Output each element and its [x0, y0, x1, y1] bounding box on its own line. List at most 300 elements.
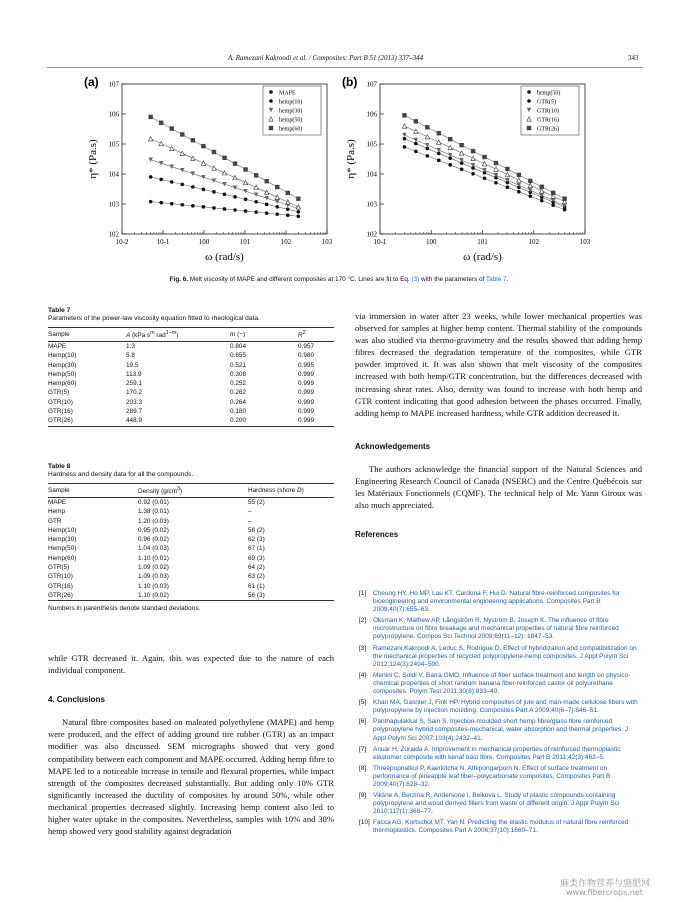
table-header: Hardness (shore D): [248, 484, 334, 498]
table-cell: 62 (3): [248, 536, 265, 544]
table-cell: GTR: [48, 517, 62, 525]
data-point: [482, 168, 486, 172]
data-point: [180, 151, 184, 155]
table-cell: GTR(16): [48, 408, 73, 416]
table-cell: Hemp(10): [48, 526, 77, 534]
data-point: [448, 137, 452, 141]
table-cell: 0.999: [298, 370, 314, 378]
data-point: [448, 163, 452, 167]
data-point: [170, 164, 174, 168]
data-point: [414, 138, 418, 142]
table-cell: GTR(16): [48, 582, 73, 590]
data-point: [528, 183, 532, 187]
data-point: [201, 175, 205, 179]
table-cell: Hemp(30): [48, 361, 77, 369]
table-cell: 0.92 (0.01): [138, 499, 169, 506]
x-tick-label: 102: [280, 238, 292, 246]
table-cell: GTR(10): [48, 573, 73, 581]
data-point: [222, 171, 226, 175]
table-cell: 1.04 (0.03): [138, 545, 169, 553]
data-point: [563, 208, 567, 212]
data-point: [191, 185, 195, 189]
table-cell: 1.09 (0.03): [138, 573, 169, 581]
data-point: [426, 154, 430, 158]
data-point: [159, 201, 163, 205]
reference-list: [359, 590, 642, 839]
table-cell: 113.9: [126, 370, 142, 378]
data-point: [275, 205, 279, 209]
data-point: [254, 173, 258, 177]
data-point: [159, 141, 163, 145]
page-number: 343: [628, 54, 639, 62]
table-header: Density $(g/cm^3)$: [138, 484, 248, 498]
table-cell: 170.2: [126, 389, 142, 397]
data-point: [159, 178, 163, 182]
header-rule: [47, 67, 643, 68]
legend-label: MAPE: [279, 90, 296, 97]
table-row: [48, 498, 334, 508]
reference-item[interactable]: [359, 765, 642, 789]
table-cell: 0.999: [298, 380, 314, 388]
table-row: [48, 582, 334, 591]
data-point: [191, 138, 195, 142]
reference-number: [4]: [359, 671, 367, 679]
reference-text[interactable]: Vikšne A, Berzina R, Andersone I, Belkova L. Study of plastic compounds containing polypropylene and wood derived fillers from waste of different origin. J Appl Polym Sci 2010;117(1):368–77.: [373, 792, 620, 816]
data-point: [517, 173, 521, 177]
table-cell: 61 (1): [248, 582, 265, 590]
data-point: [233, 195, 237, 199]
data-point: [494, 181, 498, 185]
table-cell: 0.999: [298, 416, 334, 426]
data-point: [222, 156, 226, 160]
table-cell: 63 (2): [248, 573, 265, 581]
equation-link[interactable]: (3): [411, 276, 420, 283]
table-cell: 0.980: [298, 352, 314, 360]
table-cell: 0.95 (0.02): [138, 526, 169, 534]
data-point: [201, 161, 205, 165]
paragraph: Natural fibre composites based on maleated polyethylene (MAPE) and hemp were produced, and the effect of adding ground tire rubber (GTR) as an impact modifier was also discussed. SEM micrographs showed that very good compatibility between each component and MAPE occurred. Adding hemp fibre to MAPE led to a noticeable increase in tensile and flexural properties, while impact strength of the composites decreased substantially. But adding only 10% GTR significantly increased the ductility of composites by around 50%, while other mechanical properties decreased slightly. Increasing hemp content also led to higher water uptake in the composites. Nevertheless, samples with 10% and 30% hemp showed very good stability against degradation: [48, 717, 334, 837]
data-point: [562, 197, 566, 201]
table-8-label: Table 8: [48, 463, 71, 470]
data-point: [244, 198, 248, 202]
legend-label: hemp(10): [279, 99, 303, 106]
y-tick-label: 105: [366, 140, 377, 149]
data-point: [269, 126, 273, 130]
data-point: [212, 190, 216, 194]
data-point: [414, 150, 418, 154]
table-cell: 0.957: [298, 343, 314, 350]
data-point: [403, 145, 407, 149]
data-point: [264, 179, 268, 183]
table-cell: 0.804: [230, 343, 246, 350]
left-column-text: [48, 652, 334, 837]
table-row: [48, 407, 334, 416]
table-row: [48, 544, 334, 553]
paragraph: while GTR decreased it. Again, this was expected due to the nature of each individual component.: [48, 653, 334, 676]
table-cell: 1.3: [126, 343, 135, 350]
data-point: [448, 153, 452, 157]
y-tick-label: 103: [366, 200, 377, 209]
table-row: [48, 416, 334, 426]
data-point: [494, 161, 498, 165]
data-point: [170, 146, 174, 150]
reference-number: [7]: [359, 745, 367, 753]
table-cell: 0.96 (0.02): [138, 536, 169, 544]
table-cell: 289.7: [126, 408, 142, 416]
panel-label: (a): [84, 75, 99, 89]
data-point: [191, 156, 195, 160]
table-cell: 5.8: [126, 352, 135, 360]
table-8-grid: [48, 483, 334, 601]
reference-number: [8]: [359, 764, 367, 772]
data-point: [170, 126, 174, 130]
reference-number: [2]: [359, 617, 367, 625]
data-point: [265, 211, 269, 215]
table-row: [48, 342, 334, 352]
table-cell: GTR(26): [48, 591, 138, 601]
data-point: [505, 167, 509, 171]
table-row: [48, 370, 334, 379]
data-point: [425, 143, 429, 147]
paragraph: The authors acknowledge the financial support of the Natural Sciences and Engineering Research Council of Canada (NSERC) and the Centre Québécois sur les Matériaux Fonctionnels (CQMF). The technical help of Mr. Yann Giroux was also much appreciated.: [355, 463, 642, 511]
data-point: [222, 182, 226, 186]
data-point: [482, 162, 486, 166]
references-heading: References: [355, 530, 399, 540]
data-point: [528, 194, 532, 198]
data-point: [223, 207, 227, 211]
table-row: [48, 398, 334, 407]
data-point: [254, 185, 258, 189]
legend-label: GTR(10): [537, 108, 559, 115]
table-cell: 0.180: [230, 408, 246, 416]
y-tick-label: 107: [108, 80, 119, 89]
data-point: [551, 191, 555, 195]
data-point: [170, 202, 174, 206]
legend-label: hemp(30): [279, 108, 303, 115]
right-column-text: [355, 310, 642, 541]
data-point: [170, 180, 174, 184]
reference-item[interactable]: [359, 645, 642, 669]
y-tick-label: 104: [366, 170, 377, 179]
table-header: m (−): [230, 328, 298, 342]
table-row: [48, 361, 334, 370]
table-cell: Hemp(10): [48, 352, 77, 360]
data-point: [471, 149, 475, 153]
table-row: [48, 351, 334, 360]
y-tick-label: 106: [366, 110, 377, 119]
data-point: [517, 190, 521, 194]
data-point: [494, 167, 498, 171]
y-tick-label: 102: [366, 230, 377, 239]
table-header: Sample: [48, 328, 126, 342]
data-point: [212, 178, 216, 182]
table-cell: Hemp(50): [48, 545, 77, 553]
table-row: [48, 517, 334, 526]
x-tick-label: 10-1: [156, 238, 170, 246]
table-cell: 19.5: [126, 361, 139, 369]
data-point: [425, 135, 429, 139]
data-point: [448, 145, 452, 149]
table-cell: 56 (3): [248, 591, 334, 601]
reference-text[interactable]: Merlini C, Soldi V, Barra GMO. Influence of fiber surface treatment and length on physico-chemical properties of short random banana fiber-reinforced castor oil polyurethane composites. Polym Test 2011;30(8):833–40.: [373, 671, 631, 696]
data-point: [527, 90, 531, 94]
table-cell: 1.10 (0.01): [138, 554, 169, 562]
table-cell: MAPE: [48, 343, 67, 350]
data-point: [243, 180, 247, 184]
y-axis-label: η* (Pa.s): [345, 139, 357, 179]
table-cell: GTR(5): [48, 389, 70, 397]
data-point: [264, 196, 268, 200]
data-point: [403, 137, 407, 141]
table-7-label: Table 7: [48, 307, 71, 314]
table-cell: Hemp: [48, 508, 66, 516]
table-cell: –: [248, 517, 252, 525]
data-point: [180, 132, 184, 136]
table-cell: GTR(10): [48, 398, 73, 406]
table-cell: 0.264: [230, 398, 246, 406]
table-cell: 1.38 (0.01): [138, 508, 169, 516]
table-cell: Hemp(60): [48, 380, 77, 388]
data-point: [471, 172, 475, 176]
data-point: [275, 185, 279, 189]
table-header: $R^2$: [298, 328, 334, 342]
table-header: Sample: [48, 484, 138, 498]
data-point: [459, 158, 463, 162]
x-axis-label: ω (rad/s): [205, 251, 244, 263]
watermark-url: www.fibercrops.net: [566, 888, 643, 897]
reference-text[interactable]: Cheung HY, Ho MP, Lau KT, Cardona F, Hui D. Natural fibre-reinforced composites for bioengineering and environmental engineering applications. Composites Part B 2009;40(7):655–63.: [373, 590, 620, 614]
table-8-title: Hardness and density data for all the compounds.: [48, 471, 194, 478]
data-point: [275, 195, 279, 199]
table-7-grid: [48, 327, 334, 427]
table-cell: 203.3: [126, 398, 142, 406]
table-cell: 1.10 (0.02): [138, 591, 248, 601]
data-point: [414, 142, 418, 146]
y-tick-label: 103: [108, 200, 119, 209]
data-point: [540, 185, 544, 189]
x-tick-label: 100: [198, 238, 210, 246]
table-row: [48, 507, 334, 516]
data-point: [551, 203, 555, 207]
data-point: [233, 185, 237, 189]
reference-item[interactable]: [359, 672, 642, 696]
legend-label: hemp(50): [279, 117, 303, 124]
data-point: [148, 157, 152, 161]
data-point: [459, 143, 463, 147]
table-row: [48, 379, 334, 388]
data-point: [517, 178, 521, 182]
reference-text[interactable]: Anuar H, Zuraida A. Improvement in mechanical properties of reinforced thermoplastic elastomer composite with kenaf bast fibre. Composites Part B 2011;42(3):462–5.: [373, 745, 621, 761]
data-point: [244, 209, 248, 213]
figure-caption: Fig. 6. Melt viscosity of MAPE and different composites at 170 °C. Lines are fit to Eq. (3) with the parameters of Table 7.: [169, 276, 509, 283]
reference-number: [10]: [359, 819, 370, 827]
data-point: [202, 205, 206, 209]
reference-text[interactable]: Facca AG, Kortschot MT, Yan N. Predicting the elastic modulus of natural fibre reinforced thermoplastics. Composites Part A 2006;37(10):1660–71.: [373, 819, 629, 835]
data-point: [471, 156, 475, 160]
reference-item[interactable]: [359, 617, 642, 641]
paragraph: via immersion in water after 23 weeks, while lower mechanical properties was observed for samples at higher hemp content. Thermal stability of the compounds was also studied via thermo-gravimetry and the results showed that adding hemp fibres decreased the degradation temperature of the composites, while GTR powder improved it. It was also shown that melt viscosity of the composites increased with both hemp/GTR concentration, but the differences decreased with increasing shear rates. Also, density was found to increase with both hemp and GTR content indicating that good adhesion between the phases occurred. Finally, adding hemp to MAPE increased hardness, while GTR addition decreased it.: [355, 311, 642, 418]
reference-item[interactable]: [359, 699, 642, 715]
reference-item[interactable]: [359, 718, 642, 742]
table-cell: 0.252: [230, 380, 246, 388]
data-point: [181, 203, 185, 207]
data-point: [459, 151, 463, 155]
reference-item[interactable]: [359, 819, 642, 835]
table-row: [48, 526, 334, 535]
reference-item[interactable]: [359, 590, 642, 614]
table-row: [48, 388, 334, 397]
table-cell: 259.1: [126, 380, 142, 388]
data-point: [528, 179, 532, 183]
watermark-text: 麻类作物营养与施肥网: [560, 879, 651, 889]
x-tick-label: 10-2: [115, 238, 129, 246]
legend-label: GTR(16): [537, 117, 559, 124]
data-point: [191, 171, 195, 175]
data-point: [180, 168, 184, 172]
table-7-title: Parameters of the power-law viscosity equation fitted to rheological data.: [48, 315, 260, 322]
data-point: [527, 126, 531, 130]
data-point: [296, 197, 300, 201]
table-cell: Hemp(50): [48, 370, 77, 378]
reference-item[interactable]: [359, 792, 642, 816]
data-point: [181, 183, 185, 187]
data-point: [148, 137, 152, 141]
data-point: [233, 208, 237, 212]
table-7-link[interactable]: Table 7: [485, 276, 507, 283]
data-point: [414, 119, 418, 123]
table-cell: 69 (3): [248, 554, 265, 562]
data-point: [286, 191, 290, 195]
data-point: [286, 207, 290, 211]
data-point: [402, 124, 406, 128]
data-point: [269, 90, 273, 94]
data-point: [506, 185, 510, 189]
table-cell: 0.999: [298, 408, 314, 416]
table-cell: 0.262: [230, 389, 246, 397]
table-cell: GTR(5): [48, 564, 70, 572]
table-cell: 67 (1): [248, 545, 265, 553]
reference-number: [9]: [359, 792, 367, 800]
y-tick-label: 105: [108, 140, 119, 149]
data-point: [264, 190, 268, 194]
data-point: [202, 188, 206, 192]
table-cell: 1.09 (0.02): [138, 564, 169, 572]
reference-item[interactable]: [359, 746, 642, 762]
data-point: [275, 199, 279, 203]
data-point: [471, 163, 475, 167]
data-point: [402, 113, 406, 117]
x-axis-label: ω (rad/s): [463, 251, 502, 263]
data-point: [286, 213, 290, 217]
table-7: [48, 307, 334, 427]
data-point: [483, 176, 487, 180]
y-tick-label: 107: [366, 80, 377, 89]
data-point: [201, 144, 205, 148]
data-point: [437, 148, 441, 152]
data-point: [460, 168, 464, 172]
data-point: [233, 175, 237, 179]
table-row: [48, 591, 334, 601]
reference-text[interactable]: Panthapulakkal S, Sain S. Injection-moulded short hemp fibre/glass fibre reinforced polypropylene hybrid composites-mechanical, water absorption and thermal properties. J Appl Polym Sci 2007;103(4):2432–41.: [373, 718, 629, 742]
y-tick-label: 104: [108, 170, 119, 179]
reference-text[interactable]: Oksman K, Mathew AP, Långström R, Nyström B, Joseph K. The influence of fibre microstructure on fibre breakage and mechanical properties of natural fibre reinforced polypropylene. Compos Sci Technol 2009;69(11–12): 1847–53.: [373, 617, 619, 641]
figure-6b-chart: [340, 72, 598, 268]
data-point: [437, 159, 441, 163]
table-8-footnote: Numbers in parenthesis denote standard deviations.: [48, 605, 201, 613]
reference-text[interactable]: Khan MA, Gasnter J, Fink HP. Hybrid composites of jute and man-made cellulose fibers with polypropylene by injection moulding. Composites Part A 2009;40(6–7):846–51.: [373, 699, 638, 715]
x-tick-label: 100: [426, 238, 437, 246]
data-point: [254, 192, 258, 196]
table-cell: –: [248, 508, 252, 516]
conclusions-heading: 4. Conclusions: [48, 695, 105, 705]
data-point: [149, 175, 153, 179]
data-point: [265, 203, 269, 207]
x-tick-label: 10-1: [373, 238, 387, 246]
table-cell: 58 (2): [248, 526, 265, 534]
data-point: [527, 99, 531, 103]
table-cell: 0.995: [298, 361, 314, 369]
reference-number: [1]: [359, 590, 367, 597]
table-cell: 0.308: [230, 370, 246, 378]
table-cell: 0.521: [230, 361, 246, 369]
data-point: [212, 166, 216, 170]
legend-label: GTR(5): [537, 99, 556, 106]
data-point: [243, 189, 247, 193]
data-point: [149, 200, 153, 204]
data-point: [437, 140, 441, 144]
data-point: [223, 193, 227, 197]
table-row: [48, 554, 334, 563]
table-cell: 0.200: [230, 416, 298, 426]
table-cell: 0.655: [230, 352, 246, 360]
table-cell: MAPE: [48, 499, 67, 506]
table-cell: GTR(26): [48, 416, 126, 426]
data-point: [286, 200, 290, 204]
data-point: [275, 212, 279, 216]
data-point: [191, 204, 195, 208]
data-point: [540, 189, 544, 193]
legend-label: GTR(26): [537, 126, 559, 133]
data-point: [159, 121, 163, 125]
data-point: [159, 161, 163, 165]
data-point: [425, 125, 429, 129]
reference-text[interactable]: Threepopnatkul P, Kaerkitcha N, Athipongarporn N. Effect of surface treatment on performance of pineapple leaf fiber–polycarbonate composites. Composites Part B 2009;40(7):628–32.: [373, 764, 611, 788]
acknowledgements-heading: Acknowledgements: [355, 441, 431, 451]
x-tick-label: 103: [321, 238, 333, 246]
data-point: [269, 99, 273, 103]
data-point: [297, 214, 301, 218]
data-point: [212, 206, 216, 210]
table-cell: 64 (2): [248, 564, 265, 572]
table-row: [48, 572, 334, 581]
table-cell: Hemp(60): [48, 554, 77, 562]
reference-number: [6]: [359, 718, 367, 726]
data-point: [233, 161, 237, 165]
reference-number: [3]: [359, 644, 367, 652]
table-header: A (kPa $s^m$ rad$^{1-m}$): [126, 328, 230, 342]
table-cell: 1.10 (0.03): [138, 582, 169, 590]
data-point: [402, 133, 406, 137]
x-tick-label: 103: [579, 238, 591, 246]
table-cell: 448.9: [126, 416, 230, 426]
running-title: A. Ramezani Kakroodi et al. / Composites: Part B 51 (2013) 337–344: [228, 54, 424, 62]
table-cell: 0.999: [298, 389, 314, 397]
data-point: [505, 172, 509, 176]
y-tick-label: 106: [108, 110, 119, 119]
x-tick-label: 101: [239, 238, 251, 246]
reference-text[interactable]: Ramezani Kakroodi A, Leduc S, Rodrigue D. Effect of hybridization and compatibilization on the mechanical properties of recycled polypropylene-hemp composites. J Appl Polym Sci 2012;124(3):2494–500.: [373, 644, 637, 668]
figure-6a-chart: [82, 72, 342, 268]
